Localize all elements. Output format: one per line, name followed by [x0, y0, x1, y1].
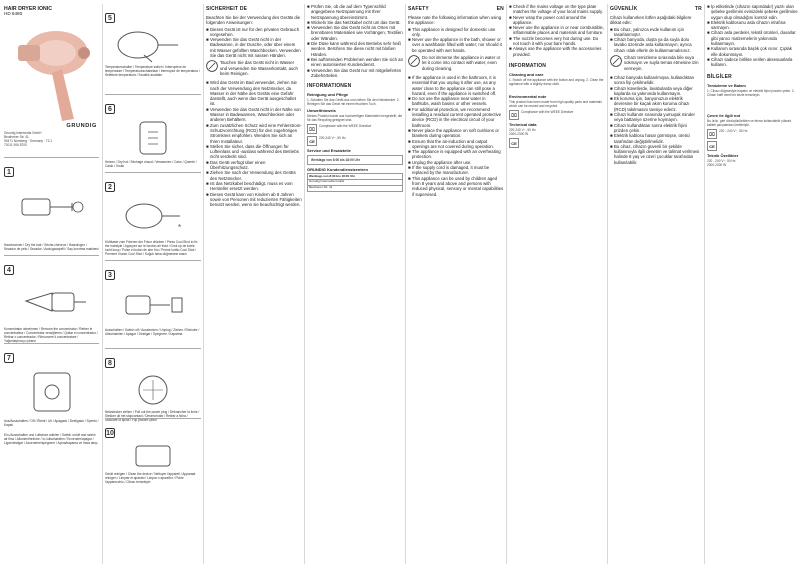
product-title: HAIR DRYER IONIC	[4, 6, 52, 12]
model-number: HD 6480	[4, 11, 23, 16]
figure-8	[105, 348, 201, 422]
figure-number: 6	[105, 104, 115, 114]
list-item: ■ Ensure that the air-induction and output openings are not covered during operation.	[408, 138, 494, 149]
en-column-2	[509, 4, 605, 564]
figure-number: 10	[106, 430, 114, 437]
list-item: ■ Never use the appliance in the bath, shower or over a washbasin filled with water; nor should it be operated with wet hands.	[408, 37, 502, 53]
column-divider	[607, 4, 608, 564]
product-image	[4, 21, 99, 131]
list-item: ■ Check if the mains voltage on the type plate matches the voltage of your local mains supply.	[509, 4, 603, 15]
ce-mark-icon: CE	[509, 138, 519, 148]
list-item: ■ The appliance is equipped with an overheating protection.	[408, 149, 501, 160]
list-item: ■ Ist das Netzkabel beschädigt, muss es vom Hersteller ersetzt werden.	[206, 180, 293, 192]
list-item: ■ This appliance is designed for domestic use only.	[408, 26, 496, 37]
figure-9-caption: Gerät reinigen / Clean the device / Nettoyer l'appareil / Apparaat reinigen / Limpiar el aparato / Limpar o aparelho / Pulire l'apparecchio / Cihazı temizleyin	[105, 472, 196, 484]
de-env-heading: Umwelthinweis	[307, 108, 336, 114]
switch-off-icon	[12, 367, 92, 417]
figure-number: 3	[105, 270, 115, 280]
tr-weee-symbol: ⌧ 220 - 240 V~, 50 Hz	[707, 129, 798, 139]
warning-icon	[610, 55, 622, 67]
list-item: ■ Cihazı banyoda, duşta ya da suyla dolu lavabo üzerinde asla kullanmayın; ayrıca cihazı ıslak ellerle de kullanmamalısınız.	[610, 37, 692, 53]
warning-icon	[206, 60, 218, 72]
column-divider	[102, 4, 103, 564]
list-item: ■ Verwenden Sie das Gerät nicht in der Nähe von Wasser in Badewannen, Waschbecken oder anderen Behältern.	[206, 106, 301, 123]
column-divider	[203, 4, 204, 564]
list-item: ■ Kullanım sırasında başlık çok ısınır. Çıplak elle dokunmayın.	[707, 46, 792, 57]
cool-shot-icon	[108, 196, 198, 238]
dryer-diagram-icon	[108, 27, 198, 63]
list-item: ■ Das Gerät verfügt über einen Überhitzungsschutz.	[206, 159, 266, 171]
figure-3	[105, 260, 201, 348]
en-tech-heading: Technical data	[509, 121, 537, 127]
list-item: ■ If the appliance is used in the bathroom, it is essential that you unplug it after use, as any water close to the appliance can still pose a hazard, even if the appliance is switched off.	[408, 74, 497, 96]
svg-text:*: *	[178, 223, 182, 232]
list-item: ■ Stellen Sie sicher, dass die Öffnungen für Lufteinlass und -auslass während des Betriebs nicht verdeckt sind.	[206, 143, 299, 160]
unplug-icon	[108, 284, 198, 326]
company-city: 90471 Nürnberg · Germany · 73.1	[4, 138, 53, 143]
en-weee-symbol: ⌧ Compliance with the WEEE Directive	[509, 110, 605, 120]
de-hotline-box: Werktags von 8:00 bis 18:00 Uhr	[307, 155, 403, 165]
en-env-text: This product has been made from high-quality parts and materials which can be reused and recycled.	[509, 99, 602, 108]
tr-cleaning-text: 1. Cihazı düğmesiyle kapatın ve elektrik fişini prizden çekin. 2. Cihazı hafif nemli bir bezle temizleyin.	[707, 88, 795, 97]
list-item: ■ Cihazı küvetlerde, lavabolarda veya diğer kaplarda su yakınında kullanmayın.	[610, 85, 693, 96]
list-item: ■ Verwenden Sie das Gerät nicht in der Badewanne, in der Dusche, oder über einem mit Wasser gefüllten Waschbecken. Verwenden Sie das Gerät nicht mit nassen Händen.	[206, 37, 301, 59]
figure-2-caption: Kühltaste zum Fixieren der Frisur drücken / Press Cool Shot to fix the hairstyle / Appuyez sur le bouton air froid / Druk op de koele lucht knop / Pulse el botón de aire frío / Premir botão Cool Shot / Premere il tasto Cool Shot / Soğuk hava düğmesine basın	[105, 240, 198, 256]
list-item: ■ Never use the appliance in or near combustible, inflammable places and materials and furniture.	[509, 25, 605, 36]
figure-number: 4	[4, 265, 14, 275]
figure-number: 2	[105, 182, 115, 192]
column-divider	[304, 4, 305, 564]
list-item: ■ Wickeln Sie das Netzkabel nicht um das Gerät.	[307, 19, 401, 25]
en-safety-heading: SAFETY EN	[408, 6, 504, 12]
list-item: ■ Verwenden Sie das Gerät nicht an Orten mit brennbaren Materialien wie Vorhängen, Textilien oder Wänden.	[307, 25, 403, 41]
heat-setting-icon	[108, 118, 198, 158]
figure-7	[4, 343, 99, 503]
tr-column-2	[707, 4, 798, 564]
tr-tech-heading: Teknik Özellikler	[707, 152, 739, 158]
filter-icon	[108, 372, 198, 408]
list-item: ■ Verwenden Sie das Gerät nur mit mitgelieferten Zubehörteilen.	[307, 67, 402, 78]
ce-mark-icon: CE	[307, 136, 317, 146]
tr-env-text: Bu ürün, geri dönüştürülebilen ve tekrar kullanılabilir yüksek kaliteli parçalardan üretilmiştir.	[707, 118, 792, 127]
list-item: ■ Bu cihaz, cihazın güvenli bir şekilde kullanımıyla ilgili denetim ve talimat verilmesi halinde 8 yaş ve üzeri çocuklar tarafından kullanılabilir.	[610, 143, 700, 165]
en-column-1	[408, 4, 504, 564]
en-cleaning-heading: Cleaning and care	[509, 71, 544, 77]
tr-tech-watts: 2000-2300 W	[707, 162, 727, 167]
cover-column	[4, 4, 99, 564]
list-item: ■ Elektrik kablosu hasar görmüşse, üretici tarafından değiştirilmelidir.	[610, 133, 690, 144]
tr-info-heading: BİLGİLER	[707, 73, 732, 80]
figures-column	[105, 4, 201, 564]
en-intro: Please note the following information when using the appliance:	[408, 15, 502, 26]
tr-env-heading: Çevre ile ilgili not	[707, 112, 741, 118]
company-address: Beuthener Str. 41	[4, 134, 29, 139]
list-item: ■ Bu cihaz, yalnızca evde kullanım için tasarlanmıştır.	[610, 26, 684, 37]
concentrator-icon	[12, 279, 92, 325]
figure-number: 1	[4, 167, 14, 177]
list-item: ■ Ek koruma için, banyonuzun elektrik devresine bir kaçak akım koruma cihazı (RCD) takılmasını tavsiye ederiz.	[610, 96, 690, 112]
list-item: ■ Wird das Gerät im Bad verwendet, ziehen Sie nach der Verwendung den Netzstecker, da Wasser in der Nähe des Geräts eine Gefahr darstellt, auch wenn das Gerät ausgeschaltet ist.	[206, 80, 297, 107]
list-item: ■ Never wrap the power cord around the appliance.	[509, 14, 587, 25]
de-safety-heading: SICHERHEIT DE	[206, 6, 248, 12]
de-intro: Beachten Sie bei der Verwendung des Geräts die folgenden Anweisungen:	[206, 15, 301, 26]
tr-column-1	[610, 4, 702, 564]
de-service-heading: Service und Ersatzteile	[307, 148, 351, 154]
doc-number: 72011 906 8700	[4, 142, 27, 147]
figure-number: 8	[105, 358, 115, 368]
company-name: Grundig Intermedia GmbH	[4, 130, 42, 135]
de-env-text: Dieses Produkt wurde aus hochwertigen Materialien hergestellt, die für das Recycling geeignet sind.	[307, 114, 403, 123]
list-item: ■ If the supply cord is damaged, it must be replaced by the manufacturer.	[408, 165, 490, 176]
figure-3-caption: Ausschalten / Switch off / Ausstecken / Unplug / Ziehen / Éteindre / Uitschakelen / Apagar / Desligar / Spegnere / Kapatma	[105, 328, 200, 336]
de-column-2	[307, 4, 403, 564]
figure-number: 7	[4, 353, 14, 363]
en-cleaning-text: 1. Switch off the appliance with the button and unplug. 2. Clean the appliance with a slightly damp cloth.	[509, 77, 604, 86]
list-item: ■ Dieses Gerät kann von Kindern ab 8 Jahren sowie von Personen mit reduzierten Fähigkeiten benutzt werden, wenn sie beaufsichtigt werden.	[206, 191, 302, 208]
de-warning: Tauchen Sie das Gerät nicht in Wasser und verwenden Sie Wasserkontakt, auch beim Reinigen.	[206, 60, 302, 77]
figure-2	[105, 172, 201, 260]
figure-1	[4, 157, 99, 255]
de-cleaning-heading: Reinigung und Pflege	[307, 92, 349, 98]
de-ce-symbol: CE 220-240 V~, 50 Hz	[307, 136, 403, 146]
column-divider	[405, 4, 406, 564]
en-info-heading: INFORMATION	[509, 62, 547, 69]
figure-4-caption: Konzentrator abnehmen / Remove the concentrator / Retirer le concentrateur / Concentrator verwijderen / Quitar el concentrador / Retirar o concentrador / Rimuovere il concentratore / Yoğunlaştırıcıyı çıkarın	[4, 326, 98, 343]
hair-dryer-illustration	[4, 21, 99, 131]
column-divider	[506, 4, 507, 564]
tr-safety-heading: GÜVENLİK TR	[610, 6, 702, 12]
list-item: ■ Elektrik kablosunu asla cihazın etrafına sarmayın.	[707, 19, 786, 31]
en-env-heading: Environmental note	[509, 93, 547, 99]
de-service-table: Werktags von 8:00 bis 18:00 Uhr Grundig Intermedia GmbH Beuthener Str. 41	[307, 173, 403, 191]
en-warning: Do not immerse the appliance in water or let it come into contact with water, even during cleaning.	[408, 55, 504, 72]
figure-5-caption: Netzstecker ziehen / Pull out the power plug / Débrancher la fiche / Stekker uit het stopcontact / Desenchufar / Retirar a ficha / Staccare la spina / Fişi prizden çekin	[105, 410, 200, 422]
list-item: ■ Ziehen Sie nach der Verwendung des Geräts den Netzstecker.	[206, 170, 296, 181]
dryer-plug-icon	[12, 181, 92, 241]
en-tech-watts: 2000-2300 W	[509, 131, 529, 136]
figure-1-caption: Haartrockner / Dry the hair / Sèche-cheveux / Haardroger / Secador de pelo / Secador / Asciugacapelli / Saç kurutma makinesi	[4, 242, 99, 251]
list-item: ■ Cihazı sadece birlikte verilen aksesuarlarla kullanın.	[707, 56, 793, 68]
list-item: ■ İp etiketinde (cihazın sapındadır) yazılı olan şebeke gerilimini evinizdeki şebeke gerilimine uygun olup olmadığını kontrol edin.	[707, 4, 798, 20]
column-divider	[704, 4, 705, 564]
cleaning-icon	[108, 442, 198, 470]
list-item: ■ Do not use the appliance near water in bathtubs, wash basins or other vessels.	[408, 96, 488, 107]
figure-1-legend: Temperaturschalter / Temperature switch / Interrupteur de température / Temperatuurschakelaar / Interruptor de temperatura / Selettore temperatura / Sıcaklık anahtarı	[105, 65, 200, 77]
list-item: ■ Zum zusätzlichen Schutz wird eine Fehlerstrom-Schutzvorrichtung (RCD) für den zugehörigen Stromkreis empfohlen. Wenden Sie sich an Ihren Installateur.	[206, 122, 302, 144]
list-item: ■ Prüfen Sie, ob die auf dem Typenschild angegebene Netzspannung mit Ihrer Netzspannung übereinstimmt.	[307, 4, 386, 20]
tr-cleaning-heading: Temizleme ve Bakım	[707, 82, 746, 88]
crossed-bin-icon: ⌧	[307, 124, 317, 134]
list-item: ■ Never place the appliance on soft cushions or blankets during operation.	[408, 127, 499, 139]
list-item: ■ Dieses Gerät ist nur für den privaten Gebrauch vorgesehen.	[206, 26, 300, 37]
list-item: ■ Cihazı kullanım sırasında yumuşak minder veya battaniye üzerine koymayın.	[610, 112, 695, 123]
de-service-table-heading: GRUNDIG Kundendienstzentren	[307, 167, 368, 173]
list-item: ■ Always use the appliance with the accessories provided.	[509, 46, 602, 57]
figure-9	[105, 418, 201, 484]
en-tech-power: 220-240 V~, 50 Hz	[509, 127, 536, 132]
list-item: ■ For additional protection, we recommend installing a residual current operated protective device (RCD) in the electrical circuit of your bathroom.	[408, 106, 502, 128]
list-item: ■ This appliance can be used by children aged from 8 years and above and persons with reduced physical, sensory or mental capabilities if supervised.	[408, 175, 504, 197]
crossed-bin-icon: ⌧	[509, 110, 519, 120]
tr-ce-symbol	[707, 141, 798, 151]
tr-tech-power: 220 - 240 V~, 50 Hz	[707, 158, 736, 163]
en-ce-symbol	[509, 138, 605, 148]
list-item: ■ Cihaz banyoda kullanılmışsa, kullandıktan sonra fişi çekilmelidir.	[610, 74, 695, 86]
ce-mark-icon: CE	[707, 141, 717, 151]
list-item: ■ Cihazı kullandıktan sonra elektrik fişini prizden çekin.	[610, 122, 687, 133]
brand-logo: GRUNDIG	[66, 122, 97, 129]
figure-7-caption: Aus/Ausschalten / Off / Éteint / Uit / Apagado / Desligado / Spento / Kapalı	[4, 418, 99, 427]
figure-number: 5	[105, 13, 115, 23]
list-item: ■ Bei auftretenden Problemen wenden Sie sich an einen autorisierten Kundendienst.	[307, 56, 403, 68]
de-column-1	[206, 4, 302, 564]
crossed-bin-icon: ⌧	[707, 129, 717, 139]
list-item: ■ Unplug the appliance after use.	[408, 159, 472, 165]
list-item: ■ Cihazı asla perdeler, tekstil ürünleri, duvarlar gibi yanıcı malzemelerin yakınında kullanmayın.	[707, 30, 796, 47]
tr-warning: Cihazı temizleme sırasında bile suya sokmayın ve suyla temas etmesine izin vermeyin.	[610, 55, 702, 72]
figure-6	[105, 94, 201, 172]
list-item: ■ Die Düse kann während des Betriebs sehr heiß werden. Berühren Sie diese nicht mit bloßen Händen.	[307, 41, 402, 57]
de-weee-symbol: ⌧ Compliance with the WEEE Directive	[307, 124, 403, 134]
warning-icon	[408, 55, 420, 67]
figure-5	[105, 4, 201, 94]
figure-8-caption: Ein-/Ausschalten und Luftstrom wählen / Switch on/off and select air flow / Allumer/éteindre / In-/uitschakelen / Encender/apagar / Ligar/desligar / Accendere/spegnere / Açma/kapama ve hava akışı	[4, 432, 98, 445]
figure-2-legend: Heizen / Dry hot / Séchage chaud / Verwarmen / Calor / Quente / Caldo / Sıcak	[105, 160, 197, 168]
tr-intro: Cihazı kullanırken lütfen aşağıdaki bilgilere dikkat edin:	[610, 15, 692, 26]
de-info-heading: INFORMATIONEN	[307, 83, 352, 90]
list-item: ■ The nozzle becomes very hot during use. Do not touch it with your bare hands.	[509, 35, 599, 47]
figure-4	[4, 255, 99, 343]
de-cleaning-text: 1. Schalten Sie das Gerät aus und ziehen Sie den Netzstecker. 2. Reinigen Sie das Gerät mit einem feuchten Tuch.	[307, 98, 400, 107]
